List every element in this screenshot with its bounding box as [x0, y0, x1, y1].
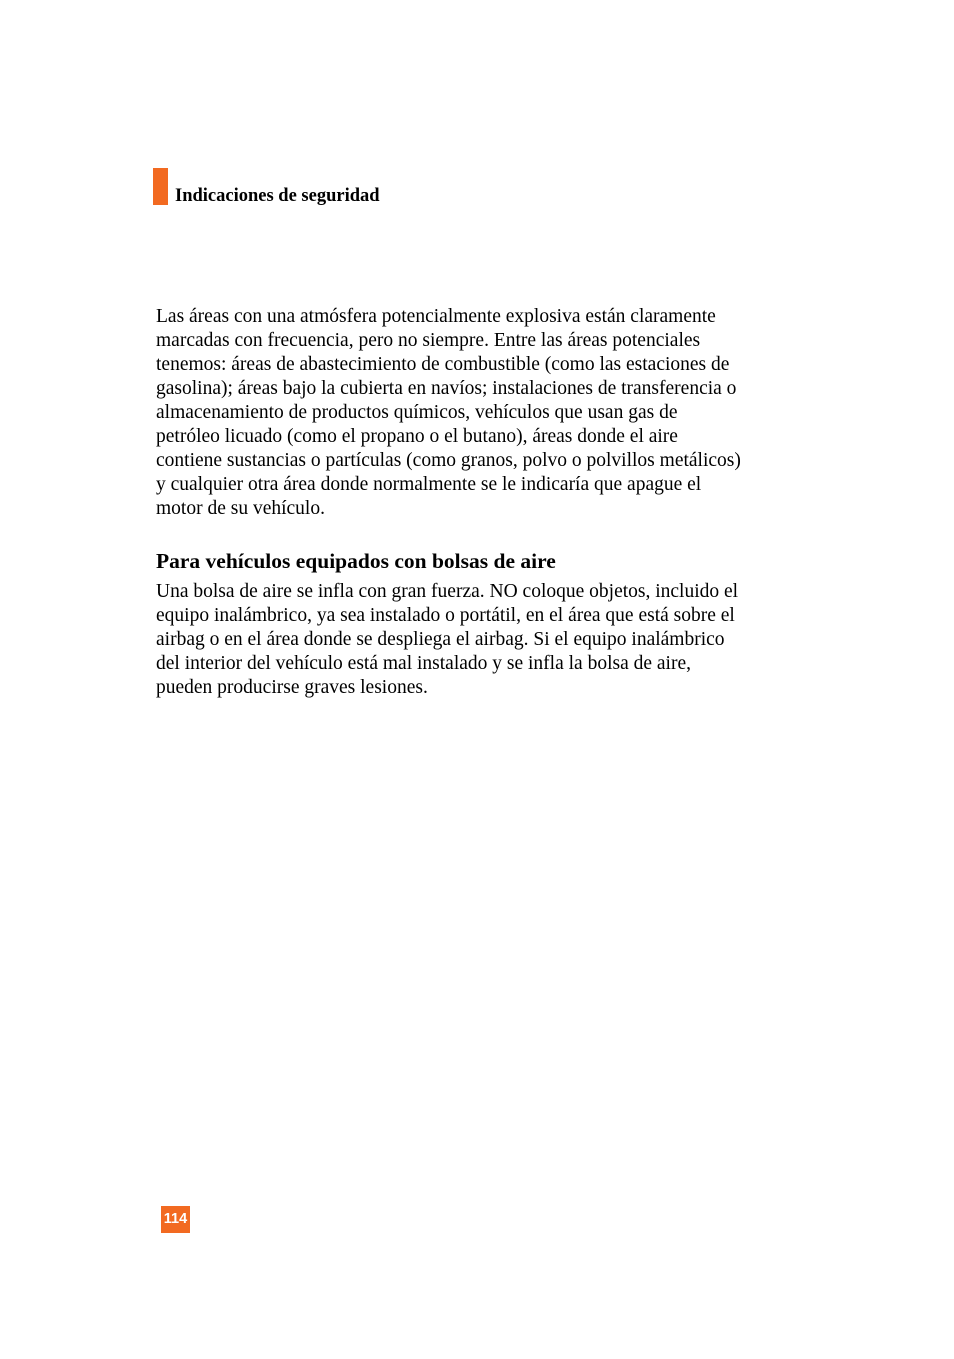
- airbag-paragraph: [156, 580, 796, 700]
- paragraph-line: tenemos: áreas de abastecimiento de combustible (como las estaciones de: [156, 354, 730, 375]
- section-title: Indicaciones de seguridad: [175, 186, 380, 206]
- paragraph-line: del interior del vehículo está mal instalado y se infla la bolsa de aire,: [156, 653, 691, 674]
- paragraph-line: equipo inalámbrico, ya sea instalado o portátil, en el área que está sobre el: [156, 605, 735, 626]
- paragraph-line: Una bolsa de aire se infla con gran fuerza. NO coloque objetos, incluido el: [156, 581, 739, 602]
- paragraph-line: almacenamiento de productos químicos, vehículos que usan gas de: [156, 402, 678, 423]
- airbag-heading: Para vehículos equipados con bolsas de aire: [156, 549, 556, 573]
- paragraph-line: y cualquier otra área donde normalmente se le indicaría que apague el: [156, 474, 702, 495]
- paragraph-line: airbag o en el área donde se despliega el airbag. Si el equipo inalámbrico: [156, 629, 725, 650]
- paragraph-line: marcadas con frecuencia, pero no siempre. Entre las áreas potenciales: [156, 330, 701, 351]
- page-content: [156, 305, 796, 700]
- paragraph-line: petróleo licuado (como el propano o el butano), áreas donde el aire: [156, 426, 678, 447]
- explosive-areas-paragraph: [156, 305, 796, 521]
- paragraph-line: motor de su vehículo.: [156, 498, 325, 519]
- section-accent-bar: [153, 168, 168, 205]
- paragraph-line: Las áreas con una atmósfera potencialmente explosiva están claramente: [156, 306, 716, 327]
- page-number: 114: [161, 1206, 190, 1233]
- paragraph-line: contiene sustancias o partículas (como granos, polvo o polvillos metálicos): [156, 450, 741, 471]
- paragraph-line: pueden producirse graves lesiones.: [156, 677, 428, 698]
- paragraph-line: gasolina); áreas bajo la cubierta en navíos; instalaciones de transferencia o: [156, 378, 737, 399]
